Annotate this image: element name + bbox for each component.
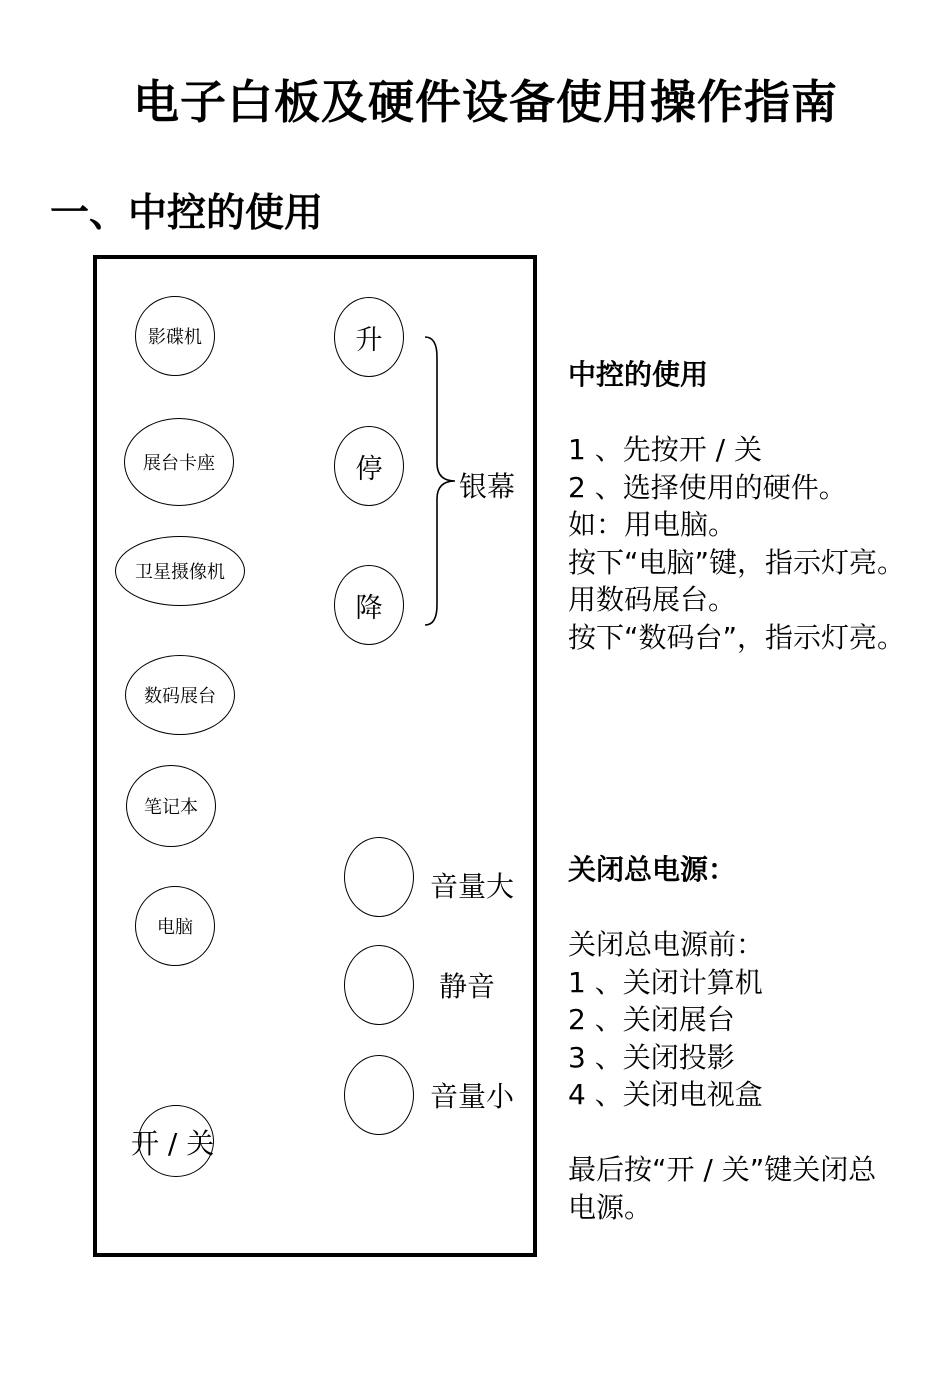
- volume-down-label: 音量小: [430, 1080, 515, 1113]
- satellite-camera-button[interactable]: 卫星摄像机: [115, 536, 245, 606]
- usage-line: 按下“电脑”键，指示灯亮。: [568, 545, 906, 579]
- computer-button[interactable]: 电脑: [135, 886, 215, 966]
- volume-up-button[interactable]: [344, 837, 414, 917]
- power-off-intro: 关闭总电源前：: [568, 928, 765, 961]
- section-heading: 一、中控的使用: [50, 191, 324, 236]
- document-title: 电子白板及硬件设备使用操作指南: [133, 75, 838, 129]
- power-off-step: 3 、关闭投影: [568, 1040, 735, 1074]
- usage-line: 按下“数码台”，指示灯亮。: [568, 620, 906, 654]
- volume-down-button[interactable]: [344, 1055, 414, 1135]
- power-off-heading: 关闭总电源：: [568, 853, 737, 886]
- usage-instructions: [568, 356, 928, 656]
- screen-stop-button[interactable]: 停: [334, 426, 404, 506]
- screen-up-button[interactable]: 升: [334, 297, 404, 377]
- power-off-step: 2 、关闭展台: [568, 1003, 735, 1036]
- curly-brace-icon: [420, 335, 460, 627]
- power-label: 开 / 关: [131, 1127, 215, 1160]
- power-off-step: 4 、关闭电视盒: [568, 1078, 763, 1111]
- usage-line: 用数码展台。: [568, 583, 737, 616]
- usage-line: 1 、先按开 / 关: [568, 433, 762, 466]
- power-off-instructions: [568, 851, 928, 1226]
- usage-heading: 中控的使用: [568, 358, 709, 391]
- digital-booth-button[interactable]: 数码展台: [125, 655, 235, 735]
- screen-down-button[interactable]: 降: [334, 565, 404, 645]
- screen-label: 银幕: [459, 470, 516, 503]
- booth-deck-button[interactable]: 展台卡座: [124, 418, 234, 506]
- laptop-button[interactable]: 笔记本: [126, 765, 216, 847]
- mute-label: 静音: [439, 970, 496, 1003]
- power-off-final-tail: 电源。: [568, 1190, 653, 1224]
- mute-button[interactable]: [344, 945, 414, 1025]
- usage-line: 如：用电脑。: [568, 508, 737, 541]
- volume-up-label: 音量大: [430, 870, 515, 903]
- power-off-final: 最后按“开 / 关”键关闭总: [568, 1153, 877, 1186]
- usage-line: 2 、选择使用的硬件。: [568, 470, 847, 504]
- dvd-player-button[interactable]: 影碟机: [135, 296, 215, 376]
- power-off-step: 1 、关闭计算机: [568, 965, 763, 999]
